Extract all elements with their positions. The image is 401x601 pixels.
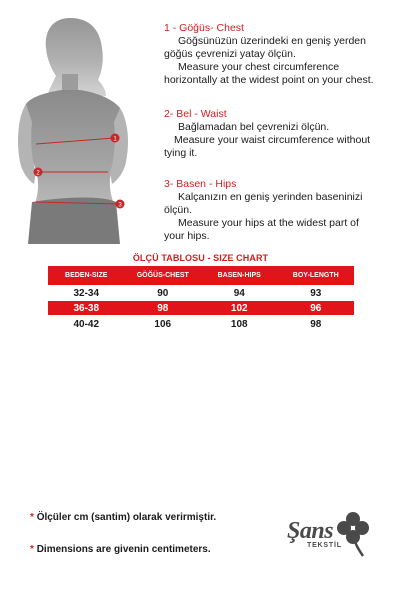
waist-en-line1: Measure your waist circumference without: [174, 134, 371, 146]
marker-waist-label: 2: [36, 170, 40, 177]
hips-tr-line2: ölçün.: [164, 204, 193, 216]
hips-heading: 3- Basen - Hips: [164, 178, 237, 190]
note-turkish: [30, 512, 216, 523]
hips-en-line1: Measure your hips at the widest part of: [178, 217, 359, 229]
header-size: BEDEN-SIZE: [65, 272, 108, 279]
header-length: BOY-LENGTH: [292, 272, 339, 279]
table-cell: 102: [230, 302, 248, 314]
table-cell: 98: [310, 318, 322, 330]
table-cell: 96: [310, 302, 322, 314]
header-chest: GÖĞÜS-CHEST: [136, 272, 189, 279]
table-cell: 108: [230, 318, 248, 330]
table-cell: 106: [154, 318, 172, 330]
table-cell: 94: [233, 287, 245, 299]
hips-en-line2: your hips.: [164, 230, 210, 242]
brand-name: Şans: [287, 518, 334, 544]
size-chart-table: [48, 266, 354, 334]
table-cell: 90: [157, 287, 169, 299]
table-row: [48, 316, 354, 332]
silhouette-illustration: [8, 12, 148, 244]
table-row: [48, 285, 354, 301]
table-header-row: [48, 266, 354, 285]
waist-en-line2: tying it.: [164, 147, 198, 159]
note-turkish-text: Ölçüler cm (santim) olarak verirmiştir.: [36, 512, 217, 523]
note-star: *: [30, 512, 34, 523]
waist-tr-line1: Bağlamadan bel çevrenizi ölçün.: [178, 121, 330, 133]
waist-heading: 2- Bel - Waist: [164, 108, 227, 120]
chest-heading: 1 - Göğüs- Chest: [164, 22, 244, 34]
marker-hips-label: 3: [118, 202, 122, 209]
table-row: [48, 301, 354, 315]
waist-instructions: [164, 108, 394, 160]
hips-instructions: [164, 178, 394, 243]
table-cell: 32-34: [73, 287, 100, 299]
marker-chest-label: 1: [113, 136, 117, 143]
note-english: [30, 544, 211, 555]
body-silhouette: [8, 12, 148, 244]
note-star: *: [30, 544, 34, 555]
brand-logo: [287, 500, 385, 580]
chest-tr-line2: göğüs çevrenizi yatay ölçün.: [164, 48, 296, 60]
chest-en-line1: Measure your chest circumference: [178, 61, 340, 73]
chest-instructions: [164, 22, 394, 87]
table-cell: 98: [157, 302, 169, 314]
size-chart-title: ÖLÇÜ TABLOSU - SIZE CHART: [132, 253, 269, 263]
brand-subtitle: TEKSTİL: [307, 542, 342, 549]
hips-tr-line1: Kalçanızın en geniş yerinden baseninizi: [178, 191, 363, 203]
table-cell: 93: [310, 287, 322, 299]
table-cell: 40-42: [73, 318, 100, 330]
header-hips: BASEN-HIPS: [217, 272, 261, 279]
chest-en-line2: horizontally at the widest point on your chest.: [164, 74, 374, 86]
chest-tr-line1: Göğsünüzün üzerindeki en geniş yerden: [178, 35, 366, 47]
table-cell: 36-38: [73, 302, 100, 314]
note-english-text: Dimensions are givenin centimeters.: [36, 544, 211, 555]
